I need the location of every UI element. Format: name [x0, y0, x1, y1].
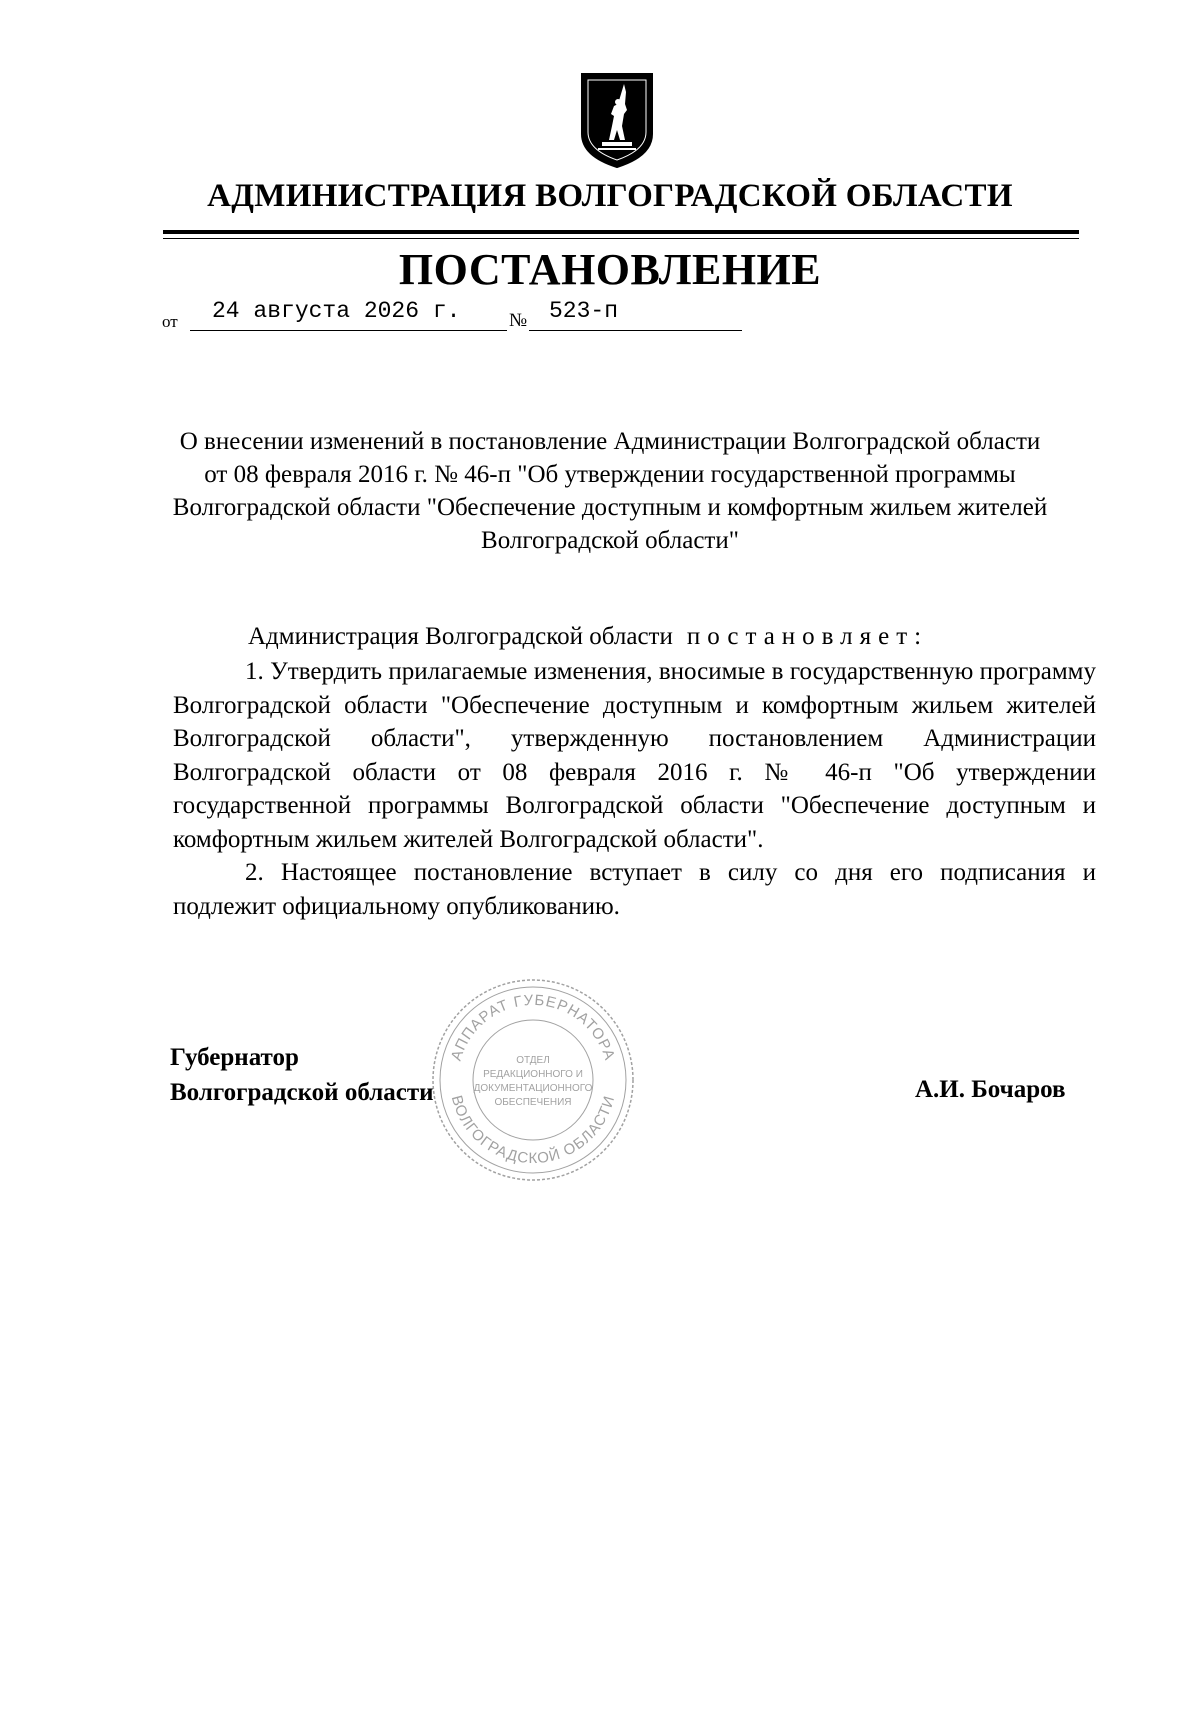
document-number: 523-п [549, 298, 619, 324]
official-stamp [428, 975, 638, 1185]
document-type-title: ПОСТАНОВЛЕНИЕ [398, 245, 822, 294]
registration-row [162, 296, 762, 336]
signatory-position [170, 1040, 434, 1110]
date-prefix: от [162, 312, 178, 331]
stamp-outer-bottom: ВОЛГОГРАДСКОЙ ОБЛАСТИ [447, 1093, 619, 1168]
stamp-inner-line: ОТДЕЛ [516, 1055, 550, 1066]
signatory-position-line: Волгоградской области [170, 1079, 434, 1106]
number-prefix: № [509, 310, 528, 331]
stamp-seal-icon [428, 975, 638, 1185]
organization-title: АДМИНИСТРАЦИЯ ВОЛГОГРАДСКОЙ ОБЛАСТИ [207, 178, 1013, 214]
stamp-inner-line: ДОКУМЕНТАЦИОННОГО [473, 1083, 593, 1094]
signatory-position-line: Губернатор [170, 1044, 299, 1071]
number-underline [535, 330, 742, 331]
document-subject: О внесении изменений в постановление Администрации Волгоградской области от 08 февраля 2016 г. № 46-п "Об утверждении государственной программы Волгоградской области "Обеспечение доступным и комфортным жильем жителей Волгоградской области" [172, 428, 1048, 554]
stamp-inner-line: ОБЕСПЕЧЕНИЯ [494, 1097, 572, 1108]
body-item: 1. Утвердить прилагаемые изменения, вносимые в государственную программу Волгоградской области "Обеспечение доступным и комфортным жильем жителей Волгоградской области", утвержденную постановлением Администрации Волгоградской области от 08 февраля 2016 г. № 46-п "Об утверждении государственной программы Волгоградской области "Обеспечение доступным и комфортным жильем жителей Волгоградской области". [173, 658, 1096, 853]
preamble-actor: Администрация Волгоградской области [248, 623, 673, 650]
document-date: 24 августа 2026 г. [212, 298, 461, 324]
header-rule-thick [163, 230, 1079, 234]
coat-of-arms-emblem [578, 70, 656, 170]
body-item: 2. Настоящее постановление вступает в силу со дня его подписания и подлежит официальному опубликованию. [173, 859, 1096, 920]
coat-of-arms-icon [578, 70, 656, 170]
preamble [248, 620, 928, 653]
signatory-name: А.И. Бочаров [915, 1076, 1066, 1103]
document-body [173, 655, 1096, 923]
stamp-inner-line: РЕДАКЦИОННОГО И [483, 1069, 583, 1080]
stamp-outer-top: АППАРАТ ГУБЕРНАТОРА [447, 991, 619, 1063]
preamble-verb: постановляет: [686, 623, 929, 650]
header-rule-thin [163, 238, 1079, 239]
svg-text:АППАРАТ ГУБЕРНАТОРА [448, 992, 618, 1063]
